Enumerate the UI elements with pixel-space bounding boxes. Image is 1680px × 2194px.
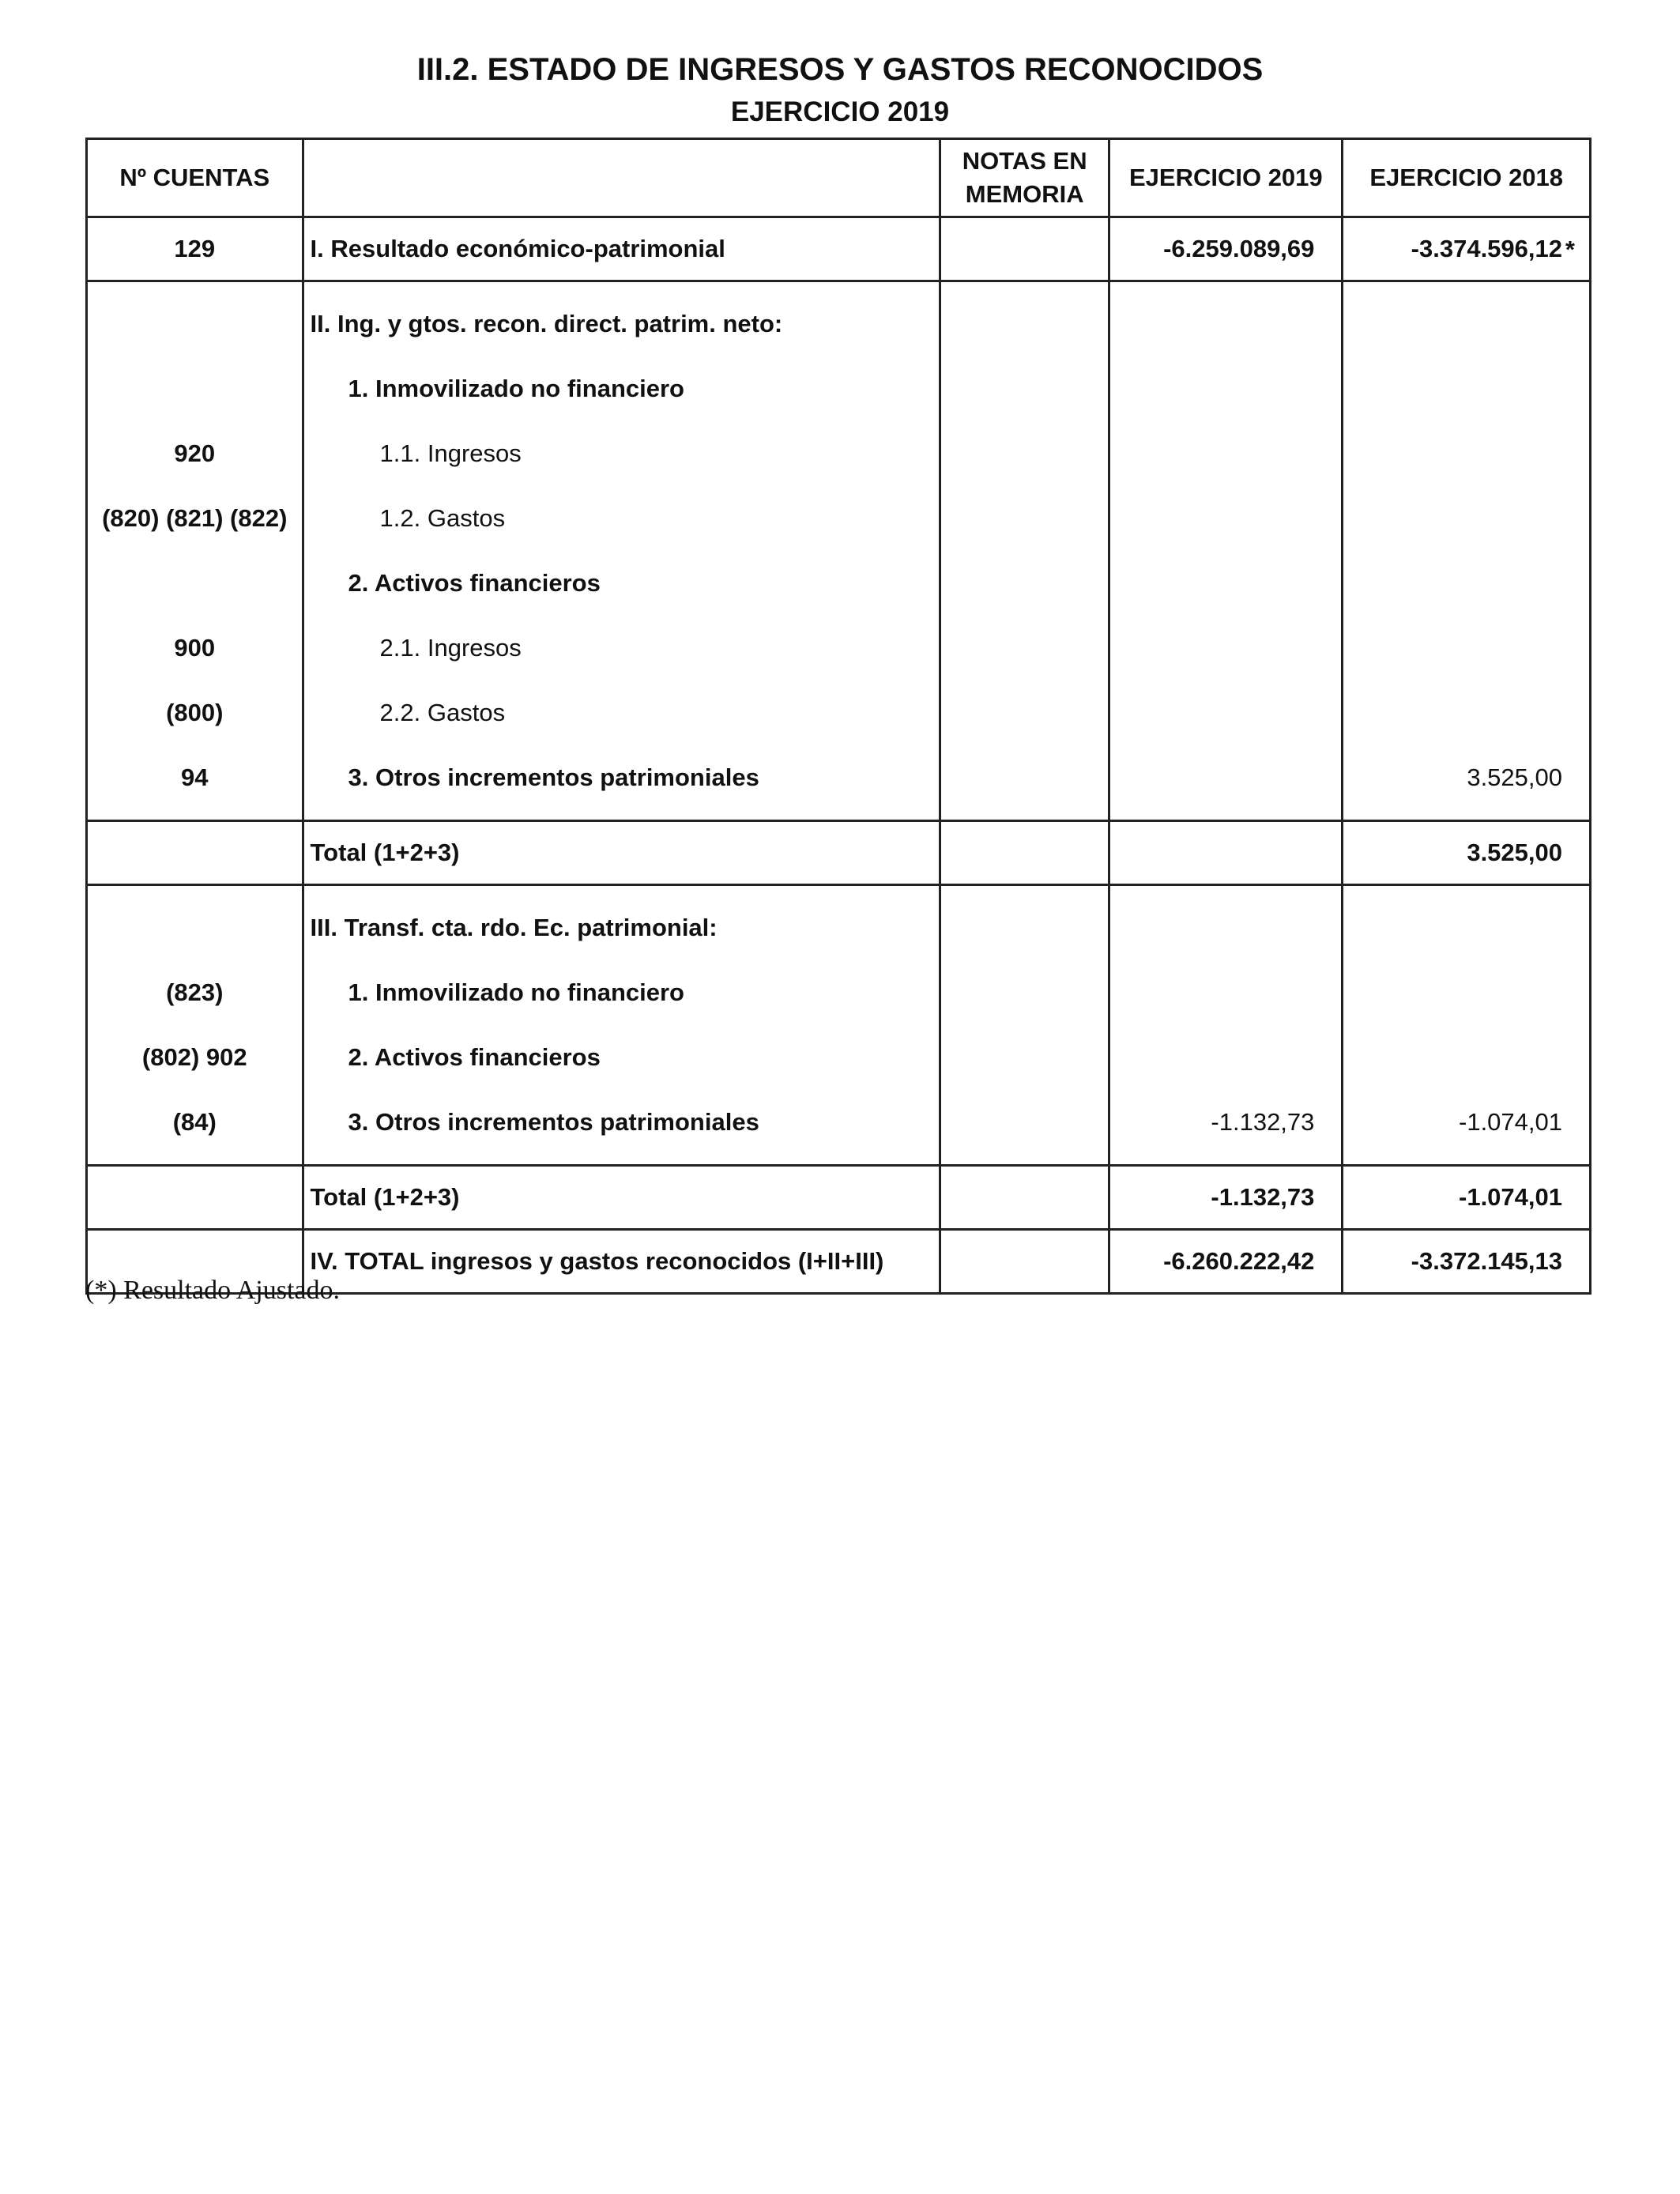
header-year-2018: EJERCICIO 2018 xyxy=(1343,139,1591,217)
section3-item-3-2018: -1.074,01 xyxy=(1459,1108,1562,1136)
section2-labels xyxy=(303,281,940,821)
section2-2019 xyxy=(1109,281,1343,821)
result-notes xyxy=(940,217,1109,281)
section2-2018 xyxy=(1343,281,1591,821)
header-accounts: Nº CUENTAS xyxy=(87,139,303,217)
table-row-section2-total xyxy=(87,821,1591,885)
section2-notes xyxy=(940,281,1109,821)
section3-accounts xyxy=(87,885,303,1166)
result-2018: -3.374.596,12 xyxy=(1411,235,1562,262)
section2-total-notes xyxy=(940,821,1109,885)
page-subtitle: EJERCICIO 2019 xyxy=(730,96,950,127)
account-823: (823) xyxy=(166,978,224,1006)
result-2018-cell xyxy=(1343,217,1591,281)
result-2019: -6.259.089,69 xyxy=(1109,217,1343,281)
table-row-result xyxy=(87,217,1591,281)
grand-total-2018: -3.372.145,13 xyxy=(1343,1230,1591,1294)
section3-item-3-2019: -1.132,73 xyxy=(1211,1108,1315,1136)
account-802-902: (802) 902 xyxy=(141,1043,247,1071)
section2-item-1-2: 1.2. Gastos xyxy=(379,504,506,532)
section2-item-2-1: 2.1. Ingresos xyxy=(379,634,522,662)
account-820-821-822: (820) (821) (822) xyxy=(102,504,288,532)
section2-total-label: Total (1+2+3) xyxy=(303,821,940,885)
section2-item-1-1: 1.1. Ingresos xyxy=(379,439,522,467)
account-920: 920 xyxy=(174,439,216,467)
grand-total-2019: -6.260.222,42 xyxy=(1109,1230,1343,1294)
page-title: III.2. ESTADO DE INGRESOS Y GASTOS RECONOCIDOS xyxy=(416,52,1264,87)
section3-title: III. Transf. cta. rdo. Ec. patrimonial: xyxy=(310,914,718,941)
income-expense-table xyxy=(85,138,1591,1295)
grand-total-notes xyxy=(940,1230,1109,1294)
section2-item-1: 1. Inmovilizado no financiero xyxy=(348,375,684,402)
table-row-section3-total xyxy=(87,1166,1591,1230)
section2-accounts xyxy=(87,281,303,821)
section3-item-3: 3. Otros incrementos patrimoniales xyxy=(348,1108,759,1136)
section2-item-2-2: 2.2. Gastos xyxy=(379,699,506,726)
section3-2019 xyxy=(1109,885,1343,1166)
section2-item-2: 2. Activos financieros xyxy=(348,569,601,597)
section3-notes xyxy=(940,885,1109,1166)
account-84: (84) xyxy=(172,1108,217,1136)
account-900: 900 xyxy=(174,634,216,662)
section3-total-account xyxy=(87,1166,303,1230)
table-block-section3 xyxy=(87,885,1591,1166)
result-account: 129 xyxy=(87,217,303,281)
section2-total-2019 xyxy=(1109,821,1343,885)
result-label: I. Resultado económico-patrimonial xyxy=(303,217,940,281)
section3-total-2018: -1.074,01 xyxy=(1343,1166,1591,1230)
section2-item-3: 3. Otros incrementos patrimoniales xyxy=(348,763,759,791)
header-notes-line1: NOTAS EN xyxy=(962,147,1087,175)
table-block-section2 xyxy=(87,281,1591,821)
header-description xyxy=(303,139,940,217)
header-notes-line2: MEMORIA xyxy=(965,180,1084,208)
account-800: (800) xyxy=(166,699,224,726)
table-header-row xyxy=(87,139,1591,217)
header-year-2019: EJERCICIO 2019 xyxy=(1109,139,1343,217)
section2-item-3-2018: 3.525,00 xyxy=(1467,763,1562,791)
section3-total-2019: -1.132,73 xyxy=(1109,1166,1343,1230)
section3-total-notes xyxy=(940,1166,1109,1230)
section3-total-label: Total (1+2+3) xyxy=(303,1166,940,1230)
grand-total-label: IV. TOTAL ingresos y gastos reconocidos (I+II+III) xyxy=(303,1230,940,1294)
section2-total-account xyxy=(87,821,303,885)
section3-item-1: 1. Inmovilizado no financiero xyxy=(348,978,684,1006)
section3-item-2: 2. Activos financieros xyxy=(348,1043,601,1071)
account-94: 94 xyxy=(181,763,209,791)
footnote: (*) Resultado Ajustado. xyxy=(85,1276,341,1305)
section3-labels xyxy=(303,885,940,1166)
header-notes xyxy=(940,139,1109,217)
section2-title: II. Ing. y gtos. recon. direct. patrim. neto: xyxy=(310,310,783,337)
section2-total-2018: 3.525,00 xyxy=(1343,821,1591,885)
section3-2018 xyxy=(1343,885,1591,1166)
adjusted-mark: * xyxy=(1565,236,1575,263)
